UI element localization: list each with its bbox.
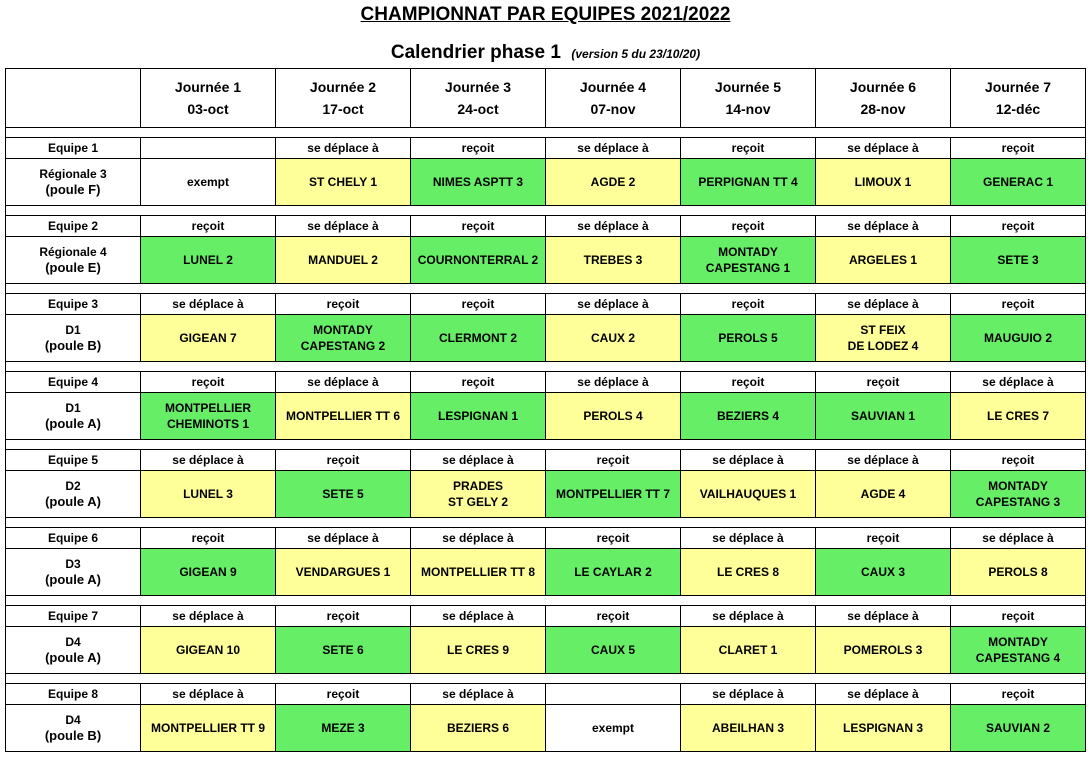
venue-status: se déplace à <box>141 450 276 471</box>
team-name: Equipe 7 <box>6 606 141 627</box>
opponent-cell <box>816 705 951 752</box>
team-opponent-row <box>6 159 1086 206</box>
venue-status: se déplace à <box>276 372 411 393</box>
team-opponent-row <box>6 627 1086 674</box>
opponent-name-line: SAUVIAN 2 <box>985 721 1050 735</box>
header-row <box>6 69 1086 128</box>
spacer-cell <box>6 206 1086 216</box>
venue-status <box>141 138 276 159</box>
division-name: D4 <box>65 635 81 649</box>
opponent-name-line: MONTADY <box>313 323 373 337</box>
venue-status: reçoit <box>276 294 411 315</box>
venue-status: se déplace à <box>816 138 951 159</box>
journee-label: Journée 7 <box>984 79 1052 95</box>
opponent-name-line: LUNEL 3 <box>183 487 233 501</box>
venue-status: se déplace à <box>951 528 1086 549</box>
opponent-name-line: BEZIERS 6 <box>446 721 509 735</box>
subtitle <box>0 42 1091 64</box>
opponent-cell <box>816 393 951 440</box>
venue-status: reçoit <box>276 606 411 627</box>
venue-status: reçoit <box>546 606 681 627</box>
opponent-name-line: GIGEAN 7 <box>179 331 237 345</box>
journee-label: Journée 4 <box>579 79 647 95</box>
division-poule: (poule E) <box>45 260 101 275</box>
opponent-cell <box>411 705 546 752</box>
team-status-row <box>6 138 1086 159</box>
opponent-name-line: GENERAC 1 <box>982 175 1053 189</box>
journee-label: Journée 1 <box>174 79 242 95</box>
opponent-name-line: LIMOUX 1 <box>854 175 912 189</box>
opponent-cell <box>546 237 681 284</box>
venue-status: reçoit <box>681 138 816 159</box>
version-note: (version 5 du 23/10/20) <box>571 47 701 61</box>
team-division <box>6 237 141 284</box>
opponent-cell <box>411 159 546 206</box>
opponent-cell <box>951 237 1086 284</box>
opponent-name-line: AGDE 2 <box>590 175 636 189</box>
opponent-cell <box>141 627 276 674</box>
opponent-cell <box>276 705 411 752</box>
venue-status: reçoit <box>546 528 681 549</box>
team-name: Equipe 6 <box>6 528 141 549</box>
venue-status: se déplace à <box>546 216 681 237</box>
venue-status: reçoit <box>411 216 546 237</box>
opponent-cell <box>411 315 546 362</box>
opponent-name-line: MONTPELLIER <box>165 401 251 415</box>
journee-date: 07-nov <box>590 101 636 117</box>
journee-header <box>681 69 816 128</box>
division-poule: (poule A) <box>45 572 101 587</box>
opponent-cell <box>951 471 1086 518</box>
opponent-cell <box>141 471 276 518</box>
opponent-name-line: SETE 6 <box>322 643 364 657</box>
opponent-name-line: MONTADY <box>988 479 1048 493</box>
journee-label: Journée 2 <box>309 79 377 95</box>
spacer-cell <box>6 284 1086 294</box>
division-name: D3 <box>65 557 81 571</box>
opponent-name-line: PEROLS 5 <box>718 331 778 345</box>
journee-header <box>141 69 276 128</box>
journee-header <box>411 69 546 128</box>
venue-status: se déplace à <box>546 294 681 315</box>
opponent-cell <box>411 549 546 596</box>
venue-status: se déplace à <box>546 372 681 393</box>
journee-date: 28-nov <box>860 101 906 117</box>
opponent-cell <box>681 705 816 752</box>
opponent-cell <box>276 159 411 206</box>
team-opponent-row <box>6 315 1086 362</box>
opponent-name-line: BEZIERS 4 <box>716 409 779 423</box>
opponent-name-line: CLERMONT 2 <box>439 331 517 345</box>
spacer-row <box>6 440 1086 450</box>
venue-status: reçoit <box>276 684 411 705</box>
division-name: D1 <box>65 323 81 337</box>
opponent-cell <box>681 627 816 674</box>
opponent-name-line: ST CHELY 1 <box>308 175 378 189</box>
opponent-cell <box>411 627 546 674</box>
opponent-name-line: LE CAYLAR 2 <box>574 565 652 579</box>
team-opponent-row <box>6 549 1086 596</box>
opponent-cell <box>276 549 411 596</box>
opponent-cell <box>951 549 1086 596</box>
opponent-cell <box>681 159 816 206</box>
opponent-name-line: LE CRES 8 <box>716 565 779 579</box>
corner-cell <box>6 69 141 128</box>
opponent-name-line: PRADES <box>452 479 503 493</box>
team-name: Equipe 1 <box>6 138 141 159</box>
venue-status: reçoit <box>951 216 1086 237</box>
opponent-cell <box>816 159 951 206</box>
team-opponent-row <box>6 237 1086 284</box>
opponent-name-line: CLARET 1 <box>718 643 778 657</box>
opponent-name-line: MEZE 3 <box>321 721 365 735</box>
journee-label: Journée 3 <box>444 79 512 95</box>
journee-label: Journée 6 <box>849 79 917 95</box>
opponent-name-line: MANDUEL 2 <box>308 253 378 267</box>
spacer-row <box>6 362 1086 372</box>
opponent-cell <box>951 705 1086 752</box>
opponent-cell <box>276 315 411 362</box>
venue-status: se déplace à <box>681 606 816 627</box>
team-division <box>6 393 141 440</box>
journee-date: 12-déc <box>995 101 1041 117</box>
venue-status: reçoit <box>951 450 1086 471</box>
opponent-cell <box>276 627 411 674</box>
opponent-name-line: GIGEAN 10 <box>175 643 241 657</box>
venue-status: se déplace à <box>411 450 546 471</box>
opponent-name-line: MONTADY <box>718 245 778 259</box>
opponent-cell <box>546 159 681 206</box>
opponent-name-line: CHEMINOTS 1 <box>166 417 249 431</box>
opponent-cell <box>816 627 951 674</box>
journee-date: 14-nov <box>725 101 771 117</box>
opponent-name-line: LESPIGNAN 1 <box>437 409 518 423</box>
venue-status: reçoit <box>546 450 681 471</box>
team-division <box>6 471 141 518</box>
venue-status: se déplace à <box>276 528 411 549</box>
division-poule: (poule A) <box>45 494 101 509</box>
opponent-cell <box>141 315 276 362</box>
team-status-row <box>6 294 1086 315</box>
venue-status: se déplace à <box>141 684 276 705</box>
opponent-cell <box>951 315 1086 362</box>
opponent-cell <box>141 159 276 206</box>
team-division <box>6 549 141 596</box>
spacer-cell <box>6 128 1086 138</box>
opponent-cell <box>546 549 681 596</box>
opponent-name-line: GIGEAN 9 <box>179 565 237 579</box>
venue-status: se déplace à <box>816 450 951 471</box>
venue-status: reçoit <box>681 294 816 315</box>
opponent-name-line: ARGELES 1 <box>848 253 917 267</box>
opponent-cell <box>681 237 816 284</box>
opponent-name-line: SAUVIAN 1 <box>850 409 915 423</box>
division-name: D4 <box>65 713 81 727</box>
spacer-row <box>6 128 1086 138</box>
opponent-cell <box>681 393 816 440</box>
division-name: Régionale 4 <box>39 245 107 259</box>
team-division <box>6 159 141 206</box>
journee-header <box>546 69 681 128</box>
venue-status: reçoit <box>411 294 546 315</box>
venue-status: reçoit <box>141 528 276 549</box>
team-name: Equipe 2 <box>6 216 141 237</box>
team-name: Equipe 5 <box>6 450 141 471</box>
team-status-row <box>6 528 1086 549</box>
spacer-cell <box>6 362 1086 372</box>
venue-status <box>546 684 681 705</box>
journee-header <box>816 69 951 128</box>
opponent-name-line: VENDARGUES 1 <box>295 565 391 579</box>
opponent-name-line: CAPESTANG 2 <box>300 339 386 353</box>
opponent-name-line: SETE 3 <box>997 253 1039 267</box>
opponent-name-line: VAILHAUQUES 1 <box>699 487 797 501</box>
venue-status: reçoit <box>681 372 816 393</box>
division-poule: (poule A) <box>45 650 101 665</box>
opponent-name-line: AGDE 4 <box>860 487 906 501</box>
spacer-cell <box>6 596 1086 606</box>
opponent-name-line: PERPIGNAN TT 4 <box>698 175 798 189</box>
opponent-name-line: TREBES 3 <box>583 253 643 267</box>
spacer-row <box>6 674 1086 684</box>
journee-label: Journée 5 <box>714 79 782 95</box>
team-opponent-row <box>6 705 1086 752</box>
venue-status: se déplace à <box>951 372 1086 393</box>
opponent-name-line: CAPESTANG 1 <box>705 261 791 275</box>
opponent-name-line: COURNONTERRAL 2 <box>417 253 539 267</box>
opponent-cell <box>681 549 816 596</box>
opponent-cell <box>411 393 546 440</box>
venue-status: reçoit <box>411 138 546 159</box>
team-division <box>6 705 141 752</box>
opponent-cell <box>411 237 546 284</box>
opponent-name-line: LUNEL 2 <box>183 253 233 267</box>
venue-status: se déplace à <box>816 684 951 705</box>
opponent-name-line: CAUX 3 <box>860 565 905 579</box>
opponent-cell <box>816 549 951 596</box>
opponent-cell <box>681 315 816 362</box>
journee-date: 03-oct <box>187 101 229 117</box>
division-poule: (poule B) <box>44 728 102 743</box>
team-opponent-row <box>6 471 1086 518</box>
opponent-cell <box>681 471 816 518</box>
division-poule: (poule B) <box>44 338 102 353</box>
opponent-cell <box>546 315 681 362</box>
opponent-name-line: MONTADY <box>988 635 1048 649</box>
venue-status: se déplace à <box>276 138 411 159</box>
opponent-name-line: LESPIGNAN 3 <box>842 721 923 735</box>
venue-status: se déplace à <box>546 138 681 159</box>
venue-status: reçoit <box>816 528 951 549</box>
journee-date: 24-oct <box>457 101 499 117</box>
team-status-row <box>6 450 1086 471</box>
opponent-name-line: exempt <box>591 721 635 735</box>
team-status-row <box>6 372 1086 393</box>
team-name: Equipe 4 <box>6 372 141 393</box>
opponent-cell <box>141 549 276 596</box>
opponent-cell <box>141 705 276 752</box>
opponent-name-line: SETE 5 <box>322 487 364 501</box>
venue-status: reçoit <box>951 138 1086 159</box>
opponent-cell <box>816 471 951 518</box>
venue-status: se déplace à <box>141 606 276 627</box>
division-poule: (poule F) <box>45 182 101 197</box>
opponent-cell <box>816 237 951 284</box>
opponent-name-line: ABEILHAN 3 <box>711 721 784 735</box>
opponent-name-line: PEROLS 4 <box>583 409 643 423</box>
spacer-row <box>6 518 1086 528</box>
team-division <box>6 627 141 674</box>
journee-header <box>951 69 1086 128</box>
venue-status: reçoit <box>816 372 951 393</box>
opponent-cell <box>141 393 276 440</box>
opponent-name-line: exempt <box>186 175 230 189</box>
opponent-cell <box>141 237 276 284</box>
opponent-name-line: MAUGUIO 2 <box>983 331 1052 345</box>
opponent-name-line: CAPESTANG 3 <box>975 495 1061 509</box>
venue-status: reçoit <box>276 450 411 471</box>
team-division <box>6 315 141 362</box>
spacer-row <box>6 206 1086 216</box>
division-name: D2 <box>65 479 81 493</box>
venue-status: se déplace à <box>411 528 546 549</box>
opponent-name-line: LE CRES 9 <box>446 643 509 657</box>
venue-status: reçoit <box>681 216 816 237</box>
opponent-cell <box>276 471 411 518</box>
opponent-cell <box>951 627 1086 674</box>
opponent-name-line: CAUX 2 <box>590 331 635 345</box>
spacer-cell <box>6 674 1086 684</box>
venue-status: reçoit <box>951 684 1086 705</box>
venue-status: se déplace à <box>816 606 951 627</box>
opponent-name-line: CAUX 5 <box>590 643 635 657</box>
spacer-row <box>6 284 1086 294</box>
venue-status: reçoit <box>951 294 1086 315</box>
team-status-row <box>6 216 1086 237</box>
opponent-cell <box>546 705 681 752</box>
opponent-cell <box>546 471 681 518</box>
division-name: Régionale 3 <box>39 167 107 181</box>
venue-status: se déplace à <box>276 216 411 237</box>
journee-date: 17-oct <box>322 101 364 117</box>
opponent-name-line: MONTPELLIER TT 8 <box>421 565 535 579</box>
opponent-cell <box>951 159 1086 206</box>
opponent-cell <box>546 393 681 440</box>
venue-status: se déplace à <box>411 606 546 627</box>
page-title: CHAMPIONNAT PAR EQUIPES 2021/2022 <box>360 4 731 25</box>
opponent-cell <box>816 315 951 362</box>
venue-status: se déplace à <box>816 294 951 315</box>
opponent-name-line: MONTPELLIER TT 7 <box>556 487 670 501</box>
opponent-name-line: PEROLS 8 <box>988 565 1048 579</box>
team-name: Equipe 3 <box>6 294 141 315</box>
opponent-name-line: ST GELY 2 <box>447 495 509 509</box>
team-name: Equipe 8 <box>6 684 141 705</box>
venue-status: se déplace à <box>681 528 816 549</box>
opponent-name-line: MONTPELLIER TT 9 <box>151 721 265 735</box>
spacer-cell <box>6 518 1086 528</box>
journee-header <box>276 69 411 128</box>
schedule-table <box>5 68 1086 752</box>
opponent-cell <box>276 237 411 284</box>
venue-status: reçoit <box>141 216 276 237</box>
subtitle-main: Calendrier phase 1 <box>390 42 561 63</box>
spacer-cell <box>6 440 1086 450</box>
opponent-cell <box>546 627 681 674</box>
venue-status: se déplace à <box>681 684 816 705</box>
opponent-cell <box>951 393 1086 440</box>
team-status-row <box>6 684 1086 705</box>
opponent-cell <box>276 393 411 440</box>
division-name: D1 <box>65 401 81 415</box>
spacer-row <box>6 596 1086 606</box>
venue-status: se déplace à <box>411 684 546 705</box>
opponent-name-line: MONTPELLIER TT 6 <box>286 409 400 423</box>
opponent-name-line: POMEROLS 3 <box>843 643 923 657</box>
venue-status: se déplace à <box>681 450 816 471</box>
opponent-name-line: ST FEIX <box>860 323 906 337</box>
opponent-name-line: DE LODEZ 4 <box>847 339 919 353</box>
venue-status: reçoit <box>411 372 546 393</box>
venue-status: se déplace à <box>141 294 276 315</box>
venue-status: reçoit <box>141 372 276 393</box>
opponent-name-line: CAPESTANG 4 <box>975 651 1061 665</box>
division-poule: (poule A) <box>45 416 101 431</box>
team-status-row <box>6 606 1086 627</box>
venue-status: reçoit <box>951 606 1086 627</box>
opponent-name-line: NIMES ASPTT 3 <box>432 175 524 189</box>
venue-status: se déplace à <box>816 216 951 237</box>
opponent-name-line: LE CRES 7 <box>986 409 1049 423</box>
opponent-cell <box>411 471 546 518</box>
team-opponent-row <box>6 393 1086 440</box>
